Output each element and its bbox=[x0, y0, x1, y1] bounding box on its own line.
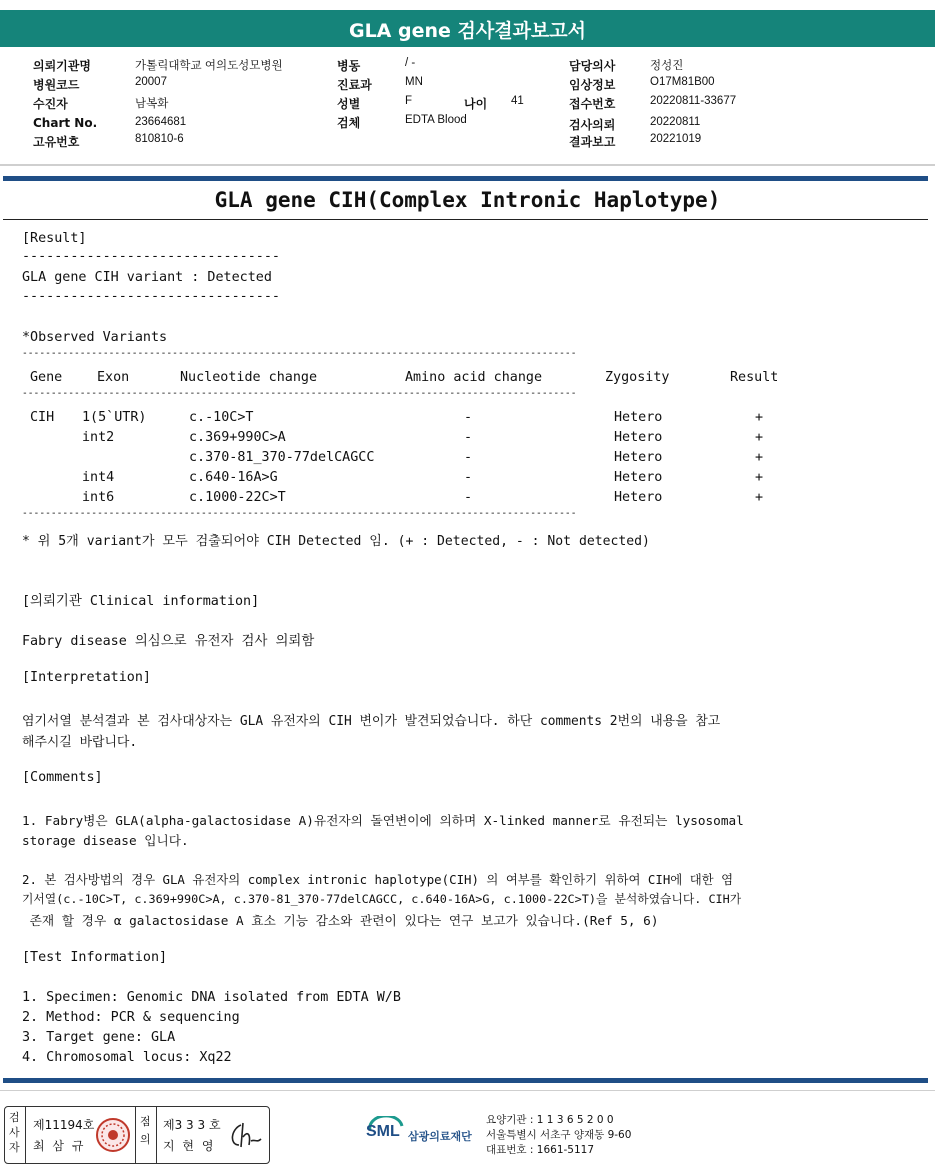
info-label: 고유번호 bbox=[33, 135, 80, 149]
info-label: 진료과 bbox=[337, 78, 372, 92]
section-title: GLA gene CIH(Complex Intronic Haplotype) bbox=[214, 188, 721, 212]
sig-label-1: 검사자 bbox=[9, 1111, 20, 1154]
cell-exon: 1(5`UTR) bbox=[82, 410, 147, 425]
cell-nucleotide: c.-10C>T bbox=[189, 410, 254, 425]
cell-exon: int6 bbox=[82, 490, 115, 505]
cell-amino: - bbox=[464, 450, 473, 465]
divider bbox=[0, 164, 935, 166]
info-value: 정성진 bbox=[650, 60, 684, 72]
lab-address: 서울특별시 서초구 양재동 9-60 bbox=[486, 1129, 632, 1141]
license-number: 제3 3 3 호 bbox=[163, 1118, 221, 1132]
variant-status: GLA gene CIH variant : Detected bbox=[22, 270, 272, 285]
info-value: 20220811 bbox=[650, 116, 701, 128]
col-header-gene: Gene bbox=[30, 370, 63, 385]
cell-zygosity: Hetero bbox=[614, 450, 663, 465]
cell-zygosity: Hetero bbox=[614, 410, 663, 425]
interpretation-text: 해주시길 바랍니다. bbox=[22, 735, 138, 750]
cell-result: + bbox=[755, 470, 764, 485]
cell-amino: - bbox=[464, 470, 473, 485]
cell-nucleotide: c.370-81_370-77delCAGCC bbox=[189, 450, 375, 465]
comments-heading: [Comments] bbox=[22, 770, 103, 785]
info-label: 임상정보 bbox=[569, 78, 616, 92]
clinical-heading: [의뢰기관 Clinical information] bbox=[22, 594, 260, 609]
info-value: 가톨릭대학교 여의도성모병원 bbox=[135, 60, 283, 72]
col-header-zygosity: Zygosity bbox=[605, 370, 670, 385]
signer-name: 지 현 영 bbox=[163, 1139, 216, 1153]
dash-line: ------------------------------------------------------------------------------------------------ bbox=[22, 388, 577, 399]
col-header-amino: Amino acid change bbox=[405, 370, 543, 385]
cell-result: + bbox=[755, 450, 764, 465]
divider bbox=[0, 1090, 935, 1091]
handwritten-signature-icon bbox=[227, 1119, 263, 1151]
test-info-item: 1. Specimen: Genomic DNA isolated from EDTA W/B bbox=[22, 990, 401, 1005]
info-label: 담당의사 bbox=[569, 59, 616, 73]
report-title: GLA gene 검사결과보고서 bbox=[348, 20, 586, 42]
comment-text: storage disease 입니다. bbox=[22, 833, 189, 848]
cell-zygosity: Hetero bbox=[614, 470, 663, 485]
sig-label-2: 점의 bbox=[140, 1115, 151, 1146]
lab-phone: 대표번호 : 1661-5117 bbox=[486, 1144, 595, 1156]
info-value: 20007 bbox=[135, 76, 167, 88]
age-label: 나이 bbox=[464, 97, 488, 111]
comment-text: 1. Fabry병은 GLA(alpha-galactosidase A)유전자의 돌연변이에 의하며 X-linked manner로 유전되는 lysosomal bbox=[22, 813, 744, 828]
info-label: 병동 bbox=[337, 59, 361, 73]
info-label: 의뢰기관명 bbox=[33, 59, 91, 73]
report-header-bar bbox=[0, 10, 935, 47]
cell-result: + bbox=[755, 430, 764, 445]
sig-label-cell bbox=[5, 1107, 26, 1163]
info-label: 성별 bbox=[337, 97, 361, 111]
info-label: 검사의뢰 bbox=[569, 118, 616, 132]
comment-text: 기서열(c.-10C>T, c.369+990C>A, c.370-81_370-77delCAGCC, c.640-16A>G, c.1000-22C>T)을 분석하였습니다. CIH가 bbox=[22, 892, 742, 906]
test-info-heading: [Test Information] bbox=[22, 950, 168, 965]
comment-text: 2. 본 검사방법의 경우 GLA 유전자의 complex intronic haplotype(CIH) 의 여부를 확인하기 위하여 CIH에 대한 염 bbox=[22, 872, 734, 887]
observed-heading: *Observed Variants bbox=[22, 330, 168, 345]
sig-label-cell bbox=[135, 1107, 157, 1163]
info-value: F bbox=[405, 95, 413, 107]
cell-zygosity: Hetero bbox=[614, 430, 663, 445]
col-header-exon: Exon bbox=[97, 370, 130, 385]
foundation-name: 삼광의료재단 bbox=[408, 1130, 472, 1143]
interpretation-text: 염기서열 분석결과 본 검사대상자는 GLA 유전자의 CIH 변이가 발견되었습니다. 하단 comments 2번의 내용을 참고 bbox=[22, 714, 721, 729]
info-label: 병원코드 bbox=[33, 78, 80, 92]
info-label: 결과보고 bbox=[569, 135, 616, 149]
variant-footnote: * 위 5개 variant가 모두 검출되어야 CIH Detected 임. (+ : Detected, - : Not detected) bbox=[22, 534, 650, 549]
info-value: 남복화 bbox=[135, 98, 169, 110]
signer-name: 최 삼 규 bbox=[33, 1139, 86, 1153]
cell-exon: int2 bbox=[82, 430, 115, 445]
cell-zygosity: Hetero bbox=[614, 490, 663, 505]
signature-box bbox=[4, 1106, 270, 1164]
divider-blue bbox=[3, 1078, 928, 1083]
divider bbox=[3, 219, 928, 220]
col-header-result: Result bbox=[730, 370, 779, 385]
dash-line: ------------------------------------------------------------------------------------------------ bbox=[22, 348, 577, 359]
test-info-item: 3. Target gene: GLA bbox=[22, 1030, 176, 1045]
license-number: 제11194호 bbox=[33, 1118, 95, 1132]
age-value: 41 bbox=[511, 95, 524, 107]
info-label: 검체 bbox=[337, 116, 361, 130]
cell-nucleotide: c.640-16A>G bbox=[189, 470, 278, 485]
cell-amino: - bbox=[464, 410, 473, 425]
cell-exon: int4 bbox=[82, 470, 115, 485]
info-value: O17M81B00 bbox=[650, 76, 715, 88]
cell-nucleotide: c.1000-22C>T bbox=[189, 490, 286, 505]
official-seal-icon bbox=[95, 1117, 131, 1153]
info-value: MN bbox=[405, 76, 423, 88]
test-info-item: 2. Method: PCR & sequencing bbox=[22, 1010, 240, 1025]
info-value: 20220811-33677 bbox=[650, 95, 737, 107]
col-header-nucleotide: Nucleotide change bbox=[180, 370, 318, 385]
dash-line: ------------------------------------------------------------------------------------------------ bbox=[22, 508, 577, 519]
divider-blue bbox=[3, 176, 928, 181]
dash-line: -------------------------------- bbox=[22, 249, 280, 264]
dash-line: -------------------------------- bbox=[22, 289, 280, 304]
clinical-text: Fabry disease 의심으로 유전자 검사 의뢰함 bbox=[22, 634, 315, 649]
info-value: 810810-6 bbox=[135, 133, 184, 145]
cell-amino: - bbox=[464, 490, 473, 505]
cell-gene: CIH bbox=[30, 410, 55, 425]
lab-code: 요양기관 : 1 1 3 6 5 2 0 0 bbox=[486, 1114, 614, 1126]
info-value: 20221019 bbox=[650, 133, 702, 145]
comment-text: 존재 할 경우 α galactosidase A 효소 기능 감소와 관련이 있다는 연구 보고가 있습니다.(Ref 5, 6) bbox=[22, 913, 659, 928]
info-value: EDTA Blood bbox=[405, 114, 467, 126]
info-label: 접수번호 bbox=[569, 97, 616, 111]
logo-text: SML bbox=[366, 1123, 400, 1140]
info-label: Chart No. bbox=[33, 116, 98, 130]
info-label: 수진자 bbox=[33, 97, 68, 111]
result-heading: [Result] bbox=[22, 231, 87, 246]
info-value: 23664681 bbox=[135, 116, 187, 128]
cell-amino: - bbox=[464, 430, 473, 445]
lab-info bbox=[486, 1113, 631, 1158]
cell-result: + bbox=[755, 490, 764, 505]
cell-result: + bbox=[755, 410, 764, 425]
cell-nucleotide: c.369+990C>A bbox=[189, 430, 286, 445]
test-info-item: 4. Chromosomal locus: Xq22 bbox=[22, 1050, 232, 1065]
interpretation-heading: [Interpretation] bbox=[22, 670, 151, 685]
info-value: / - bbox=[405, 57, 416, 69]
